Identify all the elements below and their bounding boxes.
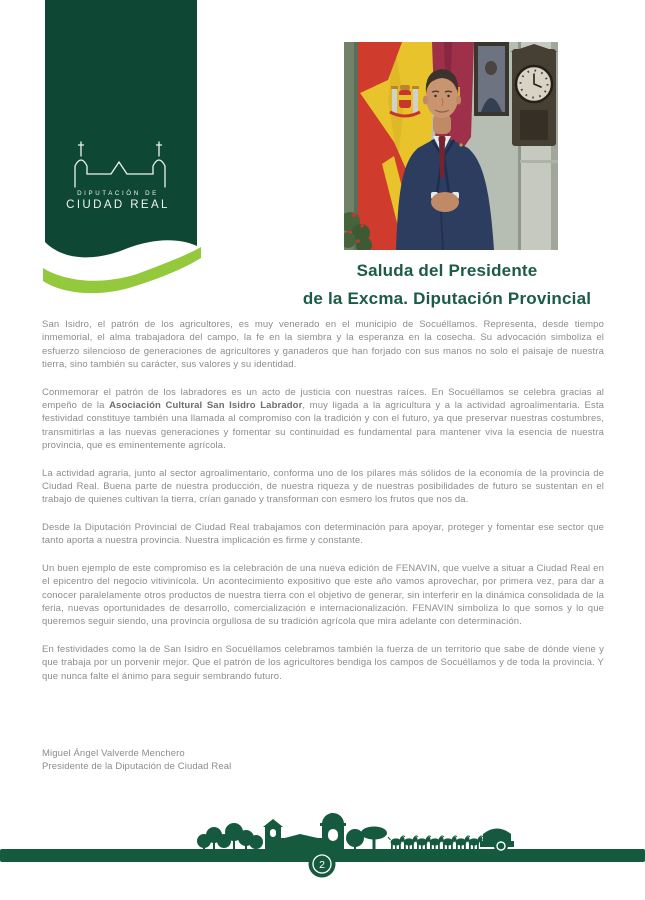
page-number: 2 [319,858,325,871]
page-title [250,257,644,313]
body-paragraph: La actividad agraria, junto al sector agroalimentario, conforma uno de los pilares más sólidos de la economía de la provincia de Ciudad Real. Buena parte de nuestra producción, de nuestra riqueza y de nuestras posibilidades de futuro se sustentan en el trabajo de quienes cultivan la tierra, crían ganado y transforman con esmero los frutos que nos da. [42,467,604,506]
page-title-line1: Saluda del Presidente [356,261,538,280]
logo-org-line2: CIUDAD REAL [66,199,170,211]
body-paragraph: Desde la Diputación Provincial de Ciudad Real trabajamos con determinación para apoyar, proteger y fomentar ese sector que tanto aporta a nuestra provincia. Nuestra implicación es firme y constante. [42,521,604,547]
lapel-pin [459,143,462,146]
page-title-line2: de la Excma. Diputación Provincial [302,289,592,308]
signature-name: Miguel Ángel Valverde Menchero [42,748,185,759]
body-paragraph: Conmemorar el patrón de los labradores es un acto de justicia con nuestras raíces. En Socuéllamos se celebra gracias al empeño de la Asociación Cultural San Isidro Labrador, muy ligada a la agricultura y a la actividad agroalimentaria. Esta festividad constituye también una llamada al compromiso con la tradición y con el futuro, ya que preservar nuestras costumbres, transmitirlas a las nuevas generaciones y fomentar su continuidad es fundamental para mantener viva la esencia de nuestra provincia, que es eminentemente agrícola. [42,386,604,452]
footer-decoration [0,812,645,890]
page-number-badge [309,851,336,878]
logo-org-line1: DIPUTACIÓN DE [77,190,159,197]
signature-title: Presidente de la Diputación de Ciudad Real [42,761,232,772]
banner-ribbon-graphic [35,0,205,300]
president-photo [344,42,558,250]
framed-picture [474,42,509,116]
diputacion-banner [35,0,205,300]
signature-block [42,747,231,773]
hands [431,192,459,212]
body-paragraph: San Isidro, el patrón de los agricultores, es muy venerado en el municipio de Socuéllamos. Representa, desde tiempo inmemorial, el alma trabajadora del campo, la fe en la siembra y la esperanza en la cosecha. Su advocación simboliza el esfuerzo silencioso de generaciones de agricultores y ganaderos que han forjado con sus manos no solo el paisaje de nuestra tierra, sino también su carácter, sus valores y su identidad. [42,319,604,371]
body-paragraph: Un buen ejemplo de este compromiso es la celebración de una nueva edición de FENAVIN, que vuelve a situar a Ciudad Real en el epicentro del negocio vitivinícola. Un acontecimiento expositivo que este año vamos aprovechar, por primera vez, para dar a conocer paralelamente otros productos de nuestra tierra con el objetivo de generar, sin interferir en la dinámica consolidada de la feria, nuevas oportunidades de desarrollo, comercialización e internacionalización. FENAVIN simboliza lo que somos y lo que queremos seguir siendo, una provincia orgullosa de su tradición agrícola que mira adelante con determinación. [42,562,604,628]
wall-clock [510,44,558,146]
village-silhouette-icon [197,813,387,850]
livestock-icon [388,836,483,850]
body-text [42,318,604,697]
diputacion-logo [35,190,201,212]
body-paragraph: En festividades como la de San Isidro en Socuéllamos celebramos también la fuerza de un territorio que sabe de dónde viene y que trabaja por un porvenir mejor. Que el patrón de los agricultores bendiga los campos de Socuéllamos y de toda la provincia. Y que nunca falte el ánimo para seguir sembrando futuro. [42,643,604,682]
